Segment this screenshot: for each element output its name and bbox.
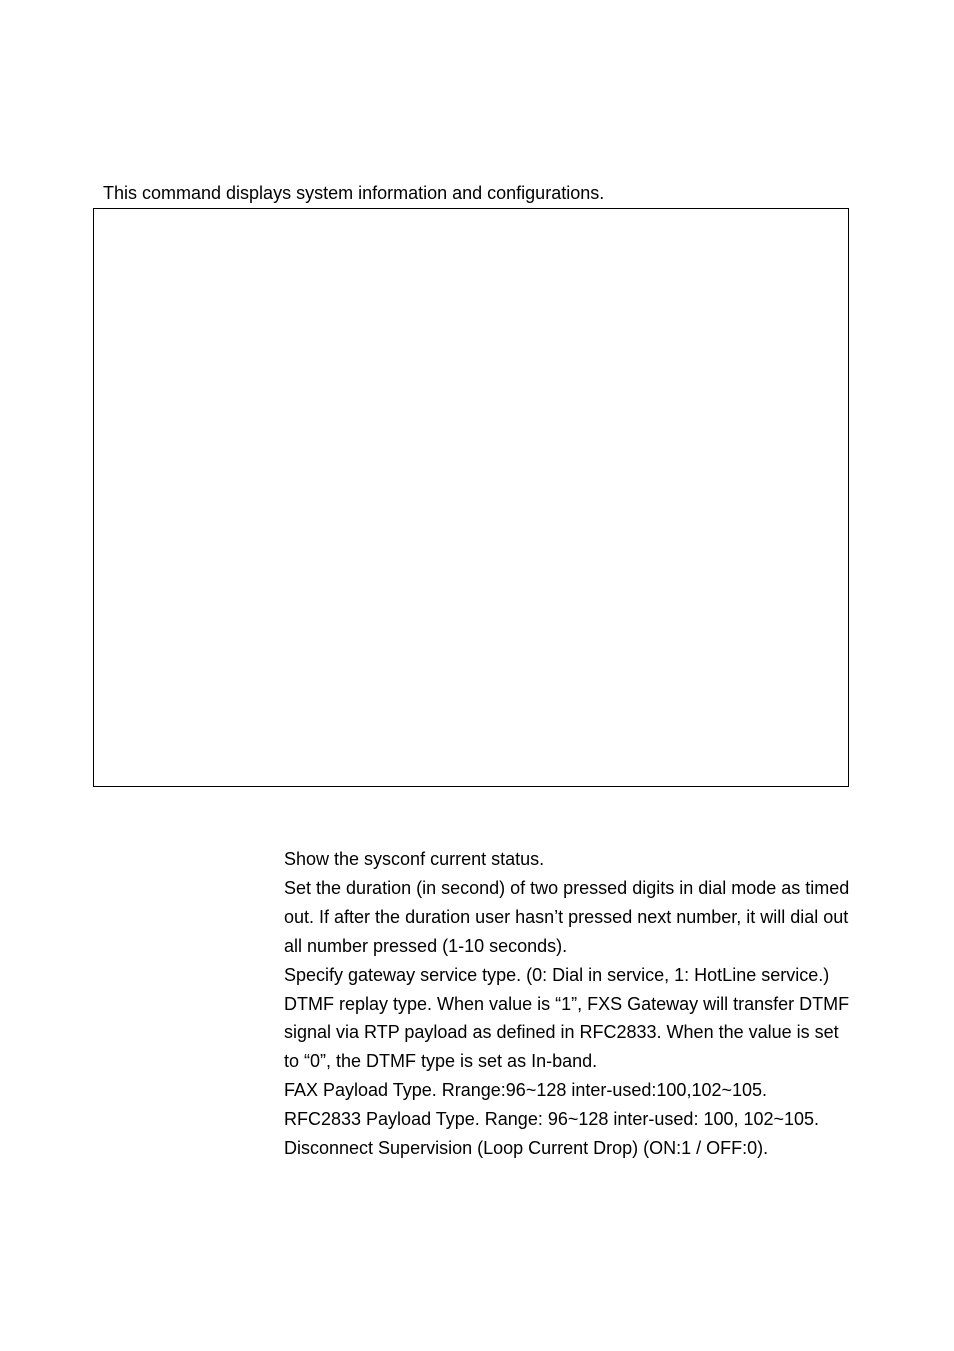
description-disconnect-supervision: Disconnect Supervision (Loop Current Drop) (ON:1 / OFF:0). bbox=[284, 1138, 769, 1159]
description-rfc2833-payload: RFC2833 Payload Type. Range: 96~128 inter-used: 100, 102~105. bbox=[284, 1109, 820, 1130]
description-fax-payload: FAX Payload Type. Rrange:96~128 inter-used:100,102~105. bbox=[284, 1080, 768, 1101]
parameter-description-list bbox=[284, 845, 850, 1163]
description-show-sysconf: Show the sysconf current status. bbox=[284, 849, 545, 869]
description-service-type: Specify gateway service type. (0: Dial in service, 1: HotLine service.) bbox=[284, 964, 830, 985]
description-dial-timeout: Set the duration (in second) of two pressed digits in dial mode as timed out. If after the duration user hasn’t pressed next number, it will dial out all number pressed (1-10 seconds). bbox=[284, 877, 850, 956]
intro-text: This command displays system information and configurations. bbox=[103, 183, 605, 203]
description-dtmf-type: DTMF replay type. When value is “1”, FXS Gateway will transfer DTMF signal via RTP payload as defined in RFC2833. When the value is set to “0”, the DTMF type is set as In-band. bbox=[284, 993, 850, 1072]
command-output-box bbox=[93, 208, 849, 787]
